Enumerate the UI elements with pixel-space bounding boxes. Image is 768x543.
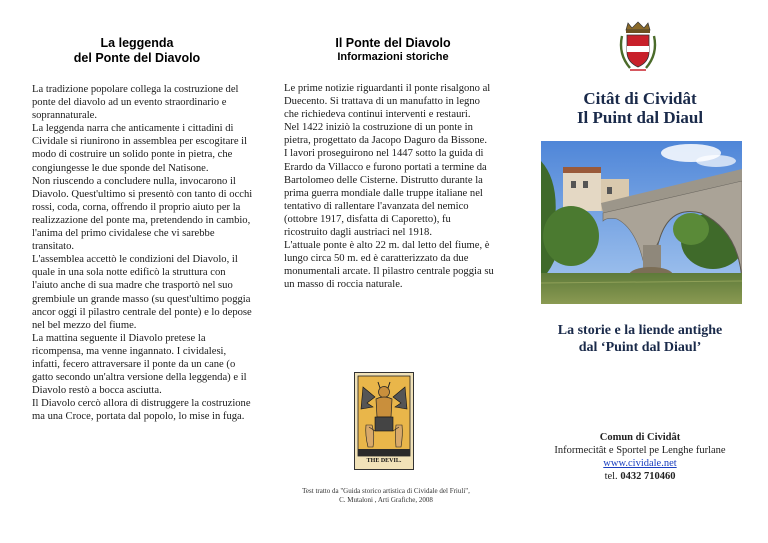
panel-history [256,0,512,543]
legend-paragraph: L'assemblea accettò le condizioni del Diavolo, il quale in una sola notte edificò la struttura con l'aiuto anche di sua madre che trasportò nel suo grembiule un grande masso (su quest'ultimo poggia ancor oggi il pilastro centrale del ponte) e lo depose nel bel mezzo del fiume. [32,254,252,331]
legend-paragraph: La leggenda narra che anticamente i cittadini di Cividale si riunirono in assemblea per escogitare il modo di costruire un solido ponte in pietra, che congiungesse le due sponde del Natisone. [32,123,248,174]
history-paragraph: Le prime notizie riguardanti il ponte risalgono al Duecento. Si trattava di un manufatto in legno che richiedeva continui interventi e restauri. [284,83,491,121]
legend-paragraph: La mattina seguente il Diavolo pretese la ricompensa, ma venne ingannato. I cividalesi, infatti, fecero attraversare il ponte da un cane (o gatto secondo un'altra versione della leggenda) e il Diavolo restò a bocca asciutta. [32,332,247,397]
history-body [284,82,496,292]
source-note-line2: C. Mutaloni , Arti Grafiche, 2008 [339,496,433,504]
contact-office: Informecitât e Sportel pe Lenghe furlane [554,445,726,456]
history-subheading: Informazioni storiche [337,51,449,63]
phone-prefix: tel. [604,471,621,482]
legend-heading-line1: La leggenda [100,36,174,50]
legend-heading-line2: del Ponte del Diavolo [73,51,201,65]
phone-number: 0432 710460 [620,471,676,482]
legend-body [32,83,254,423]
city-crest-icon [616,20,660,74]
cover-subtitle-line2: dal ‘Puint dal Diaul’ [578,340,702,355]
cover-title-line1: Citât di Cividât [583,89,697,108]
devil-tarot-card [354,372,414,470]
panel-legend [0,0,256,543]
history-paragraph: L'attuale ponte è alto 22 m. dal letto del fiume, è lungo circa 50 m. ed è caratterizzato da due monumentali arcate. Il pilastro centrale poggia su un masso di roccia naturale. [284,240,494,291]
contact-organization: Comun di Cividât [599,432,681,443]
history-heading: Il Ponte del Diavolo [335,36,451,50]
history-paragraph: I lavori proseguirono nel 1447 sotto la guida di Erardo da Villacco e furono portati a termine da Bartolomeo delle Cisterne. Distrutto durante la prima guerra mondiale dalle truppe italiane nel tentativo di rallentare l'avanzata del nemico (ottobre 1917, disfatta di Caporetto), fu ricostruito dagli austriaci nel 1918. [284,148,487,239]
tarot-caption: THE DEVIL. [366,458,402,464]
legend-paragraph: La tradizione popolare collega la costruzione del ponte del diavolo ad un evento straordinario e soprannaturale. [32,84,239,122]
history-paragraph: Nel 1422 iniziò la costruzione di un ponte in pietra, progettato da Jacopo Daguro da Bissone. [284,122,487,147]
cover-title-line2: Il Puint dal Diaul [576,108,704,127]
cover-subtitle-line1: La storie e la liende antighe [557,323,723,338]
bridge-photo [541,141,742,304]
legend-paragraph: Non riuscendo a concludere nulla, invocarono il Diavolo. Quest'ultimo si presentò con tanto di occhi rossi, coda, corna, offrendo il proprio aiuto per la realizzazione del ponte ma, pretendendo in cambio, l'anima del primo cividalese che vi sarebbe transitato. [32,175,253,253]
devil-figure-icon [355,373,413,469]
legend-paragraph: Il Diavolo cercò allora di distruggere la costruzione ma una Croce, portata dal popolo, lo mise in fuga. [32,398,251,423]
source-note-line1: Test tratto da "Guida storico artistica di Cividale del Friuli", [302,487,470,495]
contact-phone [512,470,768,483]
website-link[interactable]: www.cividale.net [603,458,677,469]
